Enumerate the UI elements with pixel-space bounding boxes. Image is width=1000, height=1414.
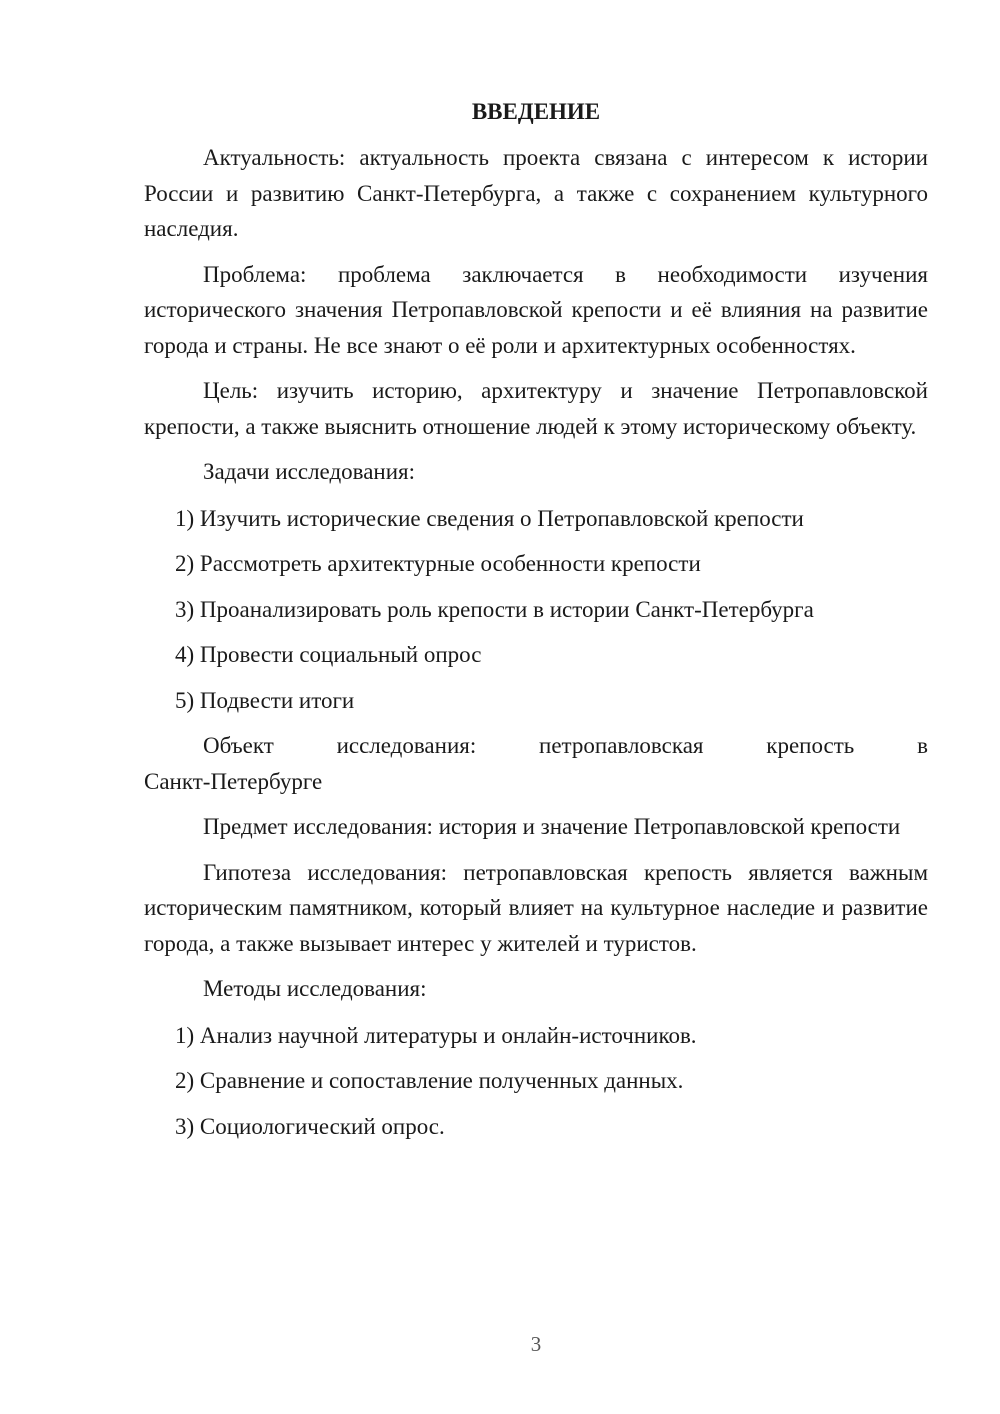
tasks-heading: Задачи исследования:	[203, 459, 416, 484]
object-word: в	[917, 733, 928, 758]
list-item: 1) Анализ научной литературы и онлайн-источников.	[175, 1022, 697, 1048]
page-number: 3	[530, 1332, 542, 1356]
list-item: 2) Рассмотреть архитектурные особенности крепости	[175, 551, 701, 576]
list-item: 4) Провести социальный опрос	[175, 642, 482, 667]
list-item: 1) Изучить исторические сведения о Петропавловской крепости	[175, 505, 804, 531]
document-page	[144, 94, 928, 1154]
methods-list	[144, 1018, 928, 1145]
list-item: 3) Социологический опрос.	[175, 1113, 445, 1139]
object-paragraph	[144, 728, 928, 799]
list-item: 3) Проанализировать роль крепости в истории Санкт-Петербурга	[175, 596, 814, 622]
tasks-list	[144, 501, 928, 719]
subject-paragraph: Предмет исследования: история и значение Петропавловской крепости	[203, 814, 901, 839]
list-item: 2) Сравнение и сопоставление полученных данных.	[175, 1068, 684, 1093]
object-continuation: Санкт-Петербурге	[144, 768, 323, 794]
methods-heading: Методы исследования:	[203, 976, 427, 1001]
goal-paragraph: Цель: изучить историю, архитектуру и значение Петропавловской крепости, а также выяснить отношение людей к этому историческому объекту.	[144, 378, 928, 439]
object-word: исследования:	[336, 733, 477, 758]
relevance-paragraph: Актуальность: актуальность проекта связана с интересом к истории России и развитию Санкт-Петербурга, а также с сохранением культурного наследия.	[144, 145, 928, 241]
problem-paragraph: Проблема: проблема заключается в необходимости изучения исторического значения Петропавловской крепости и её влияния на развитие города и страны. Не все знают о её роли и архитектурных особенностях.	[144, 261, 928, 358]
page-title: ВВЕДЕНИЕ	[471, 99, 601, 124]
list-item: 5) Подвести итоги	[175, 687, 355, 713]
object-first-line	[144, 728, 928, 764]
object-word: крепость	[766, 733, 855, 758]
object-word: Объект	[203, 733, 274, 758]
object-word: петропавловская	[539, 733, 704, 758]
hypothesis-paragraph: Гипотеза исследования: петропавловская крепость является важным историческим памятником, который влияет на культурное наследие и развитие города, а также вызывает интерес у жителей и туристов.	[144, 859, 928, 956]
